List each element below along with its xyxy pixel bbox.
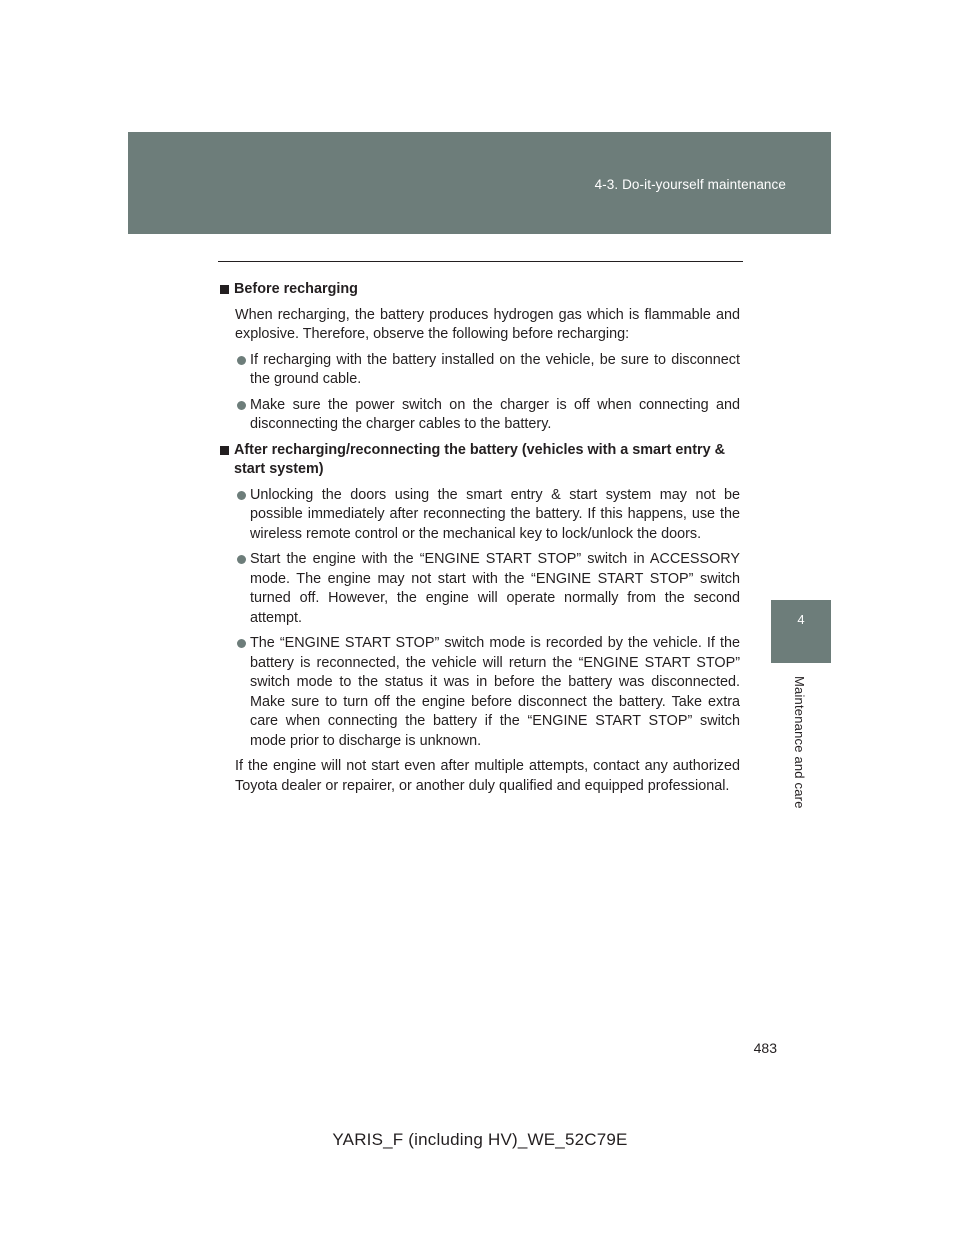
list-item: Start the engine with the “ENGINE START STOP” switch in ACCESSORY mode. The engine may not start with the “ENGINE START STOP” switch turned off. However, the engine will operate normally from the second attempt. (220, 550, 740, 628)
chapter-label: Maintenance and care (792, 676, 807, 809)
round-bullet-icon (237, 356, 246, 365)
page-number: 483 (753, 1040, 777, 1056)
list-item: Unlocking the doors using the smart entry & start system may not be possible immediately after reconnecting the battery. If this happens, use the wireless remote control or the mechanical key to lock/unlock the doors. (220, 486, 740, 545)
page-content (220, 280, 740, 802)
header-rule (218, 261, 743, 262)
document-id: YARIS_F (including HV)_WE_52C79E (332, 1130, 628, 1149)
list-item: The “ENGINE START STOP” switch mode is recorded by the vehicle. If the battery is reconnected, the vehicle will return the “ENGINE START STOP” switch mode to the status it was in before the battery was disconnected. Make sure to turn off the engine before disconnect the battery. Take extra care when connecting the battery if the “ENGINE START STOP” switch mode prior to discharge is unknown. (220, 634, 740, 751)
list-item: If recharging with the battery installed on the vehicle, be sure to disconnect the ground cable. (220, 351, 740, 390)
round-bullet-icon (237, 639, 246, 648)
intro-paragraph: When recharging, the battery produces hydrogen gas which is flammable and explosive. Therefore, observe the following before recharging: (235, 306, 740, 342)
closing-paragraph: If the engine will not start even after multiple attempts, contact any authorized Toyota dealer or repairer, or another duly qualified and equipped professional. (235, 758, 740, 794)
round-bullet-icon (237, 555, 246, 564)
list-item: Make sure the power switch on the charger is off when connecting and disconnecting the charger cables to the battery. (220, 396, 740, 435)
square-bullet-icon (220, 285, 229, 294)
section-title: 4-3. Do-it-yourself maintenance (594, 177, 786, 192)
round-bullet-icon (237, 401, 246, 410)
section-heading: After recharging/reconnecting the battery (vehicles with a smart entry & start system) (220, 441, 740, 480)
chapter-tab (771, 600, 831, 663)
header-band (128, 132, 831, 234)
section-heading: Before recharging (220, 280, 740, 300)
chapter-number: 4 (797, 612, 805, 627)
square-bullet-icon (220, 446, 229, 455)
round-bullet-icon (237, 491, 246, 500)
